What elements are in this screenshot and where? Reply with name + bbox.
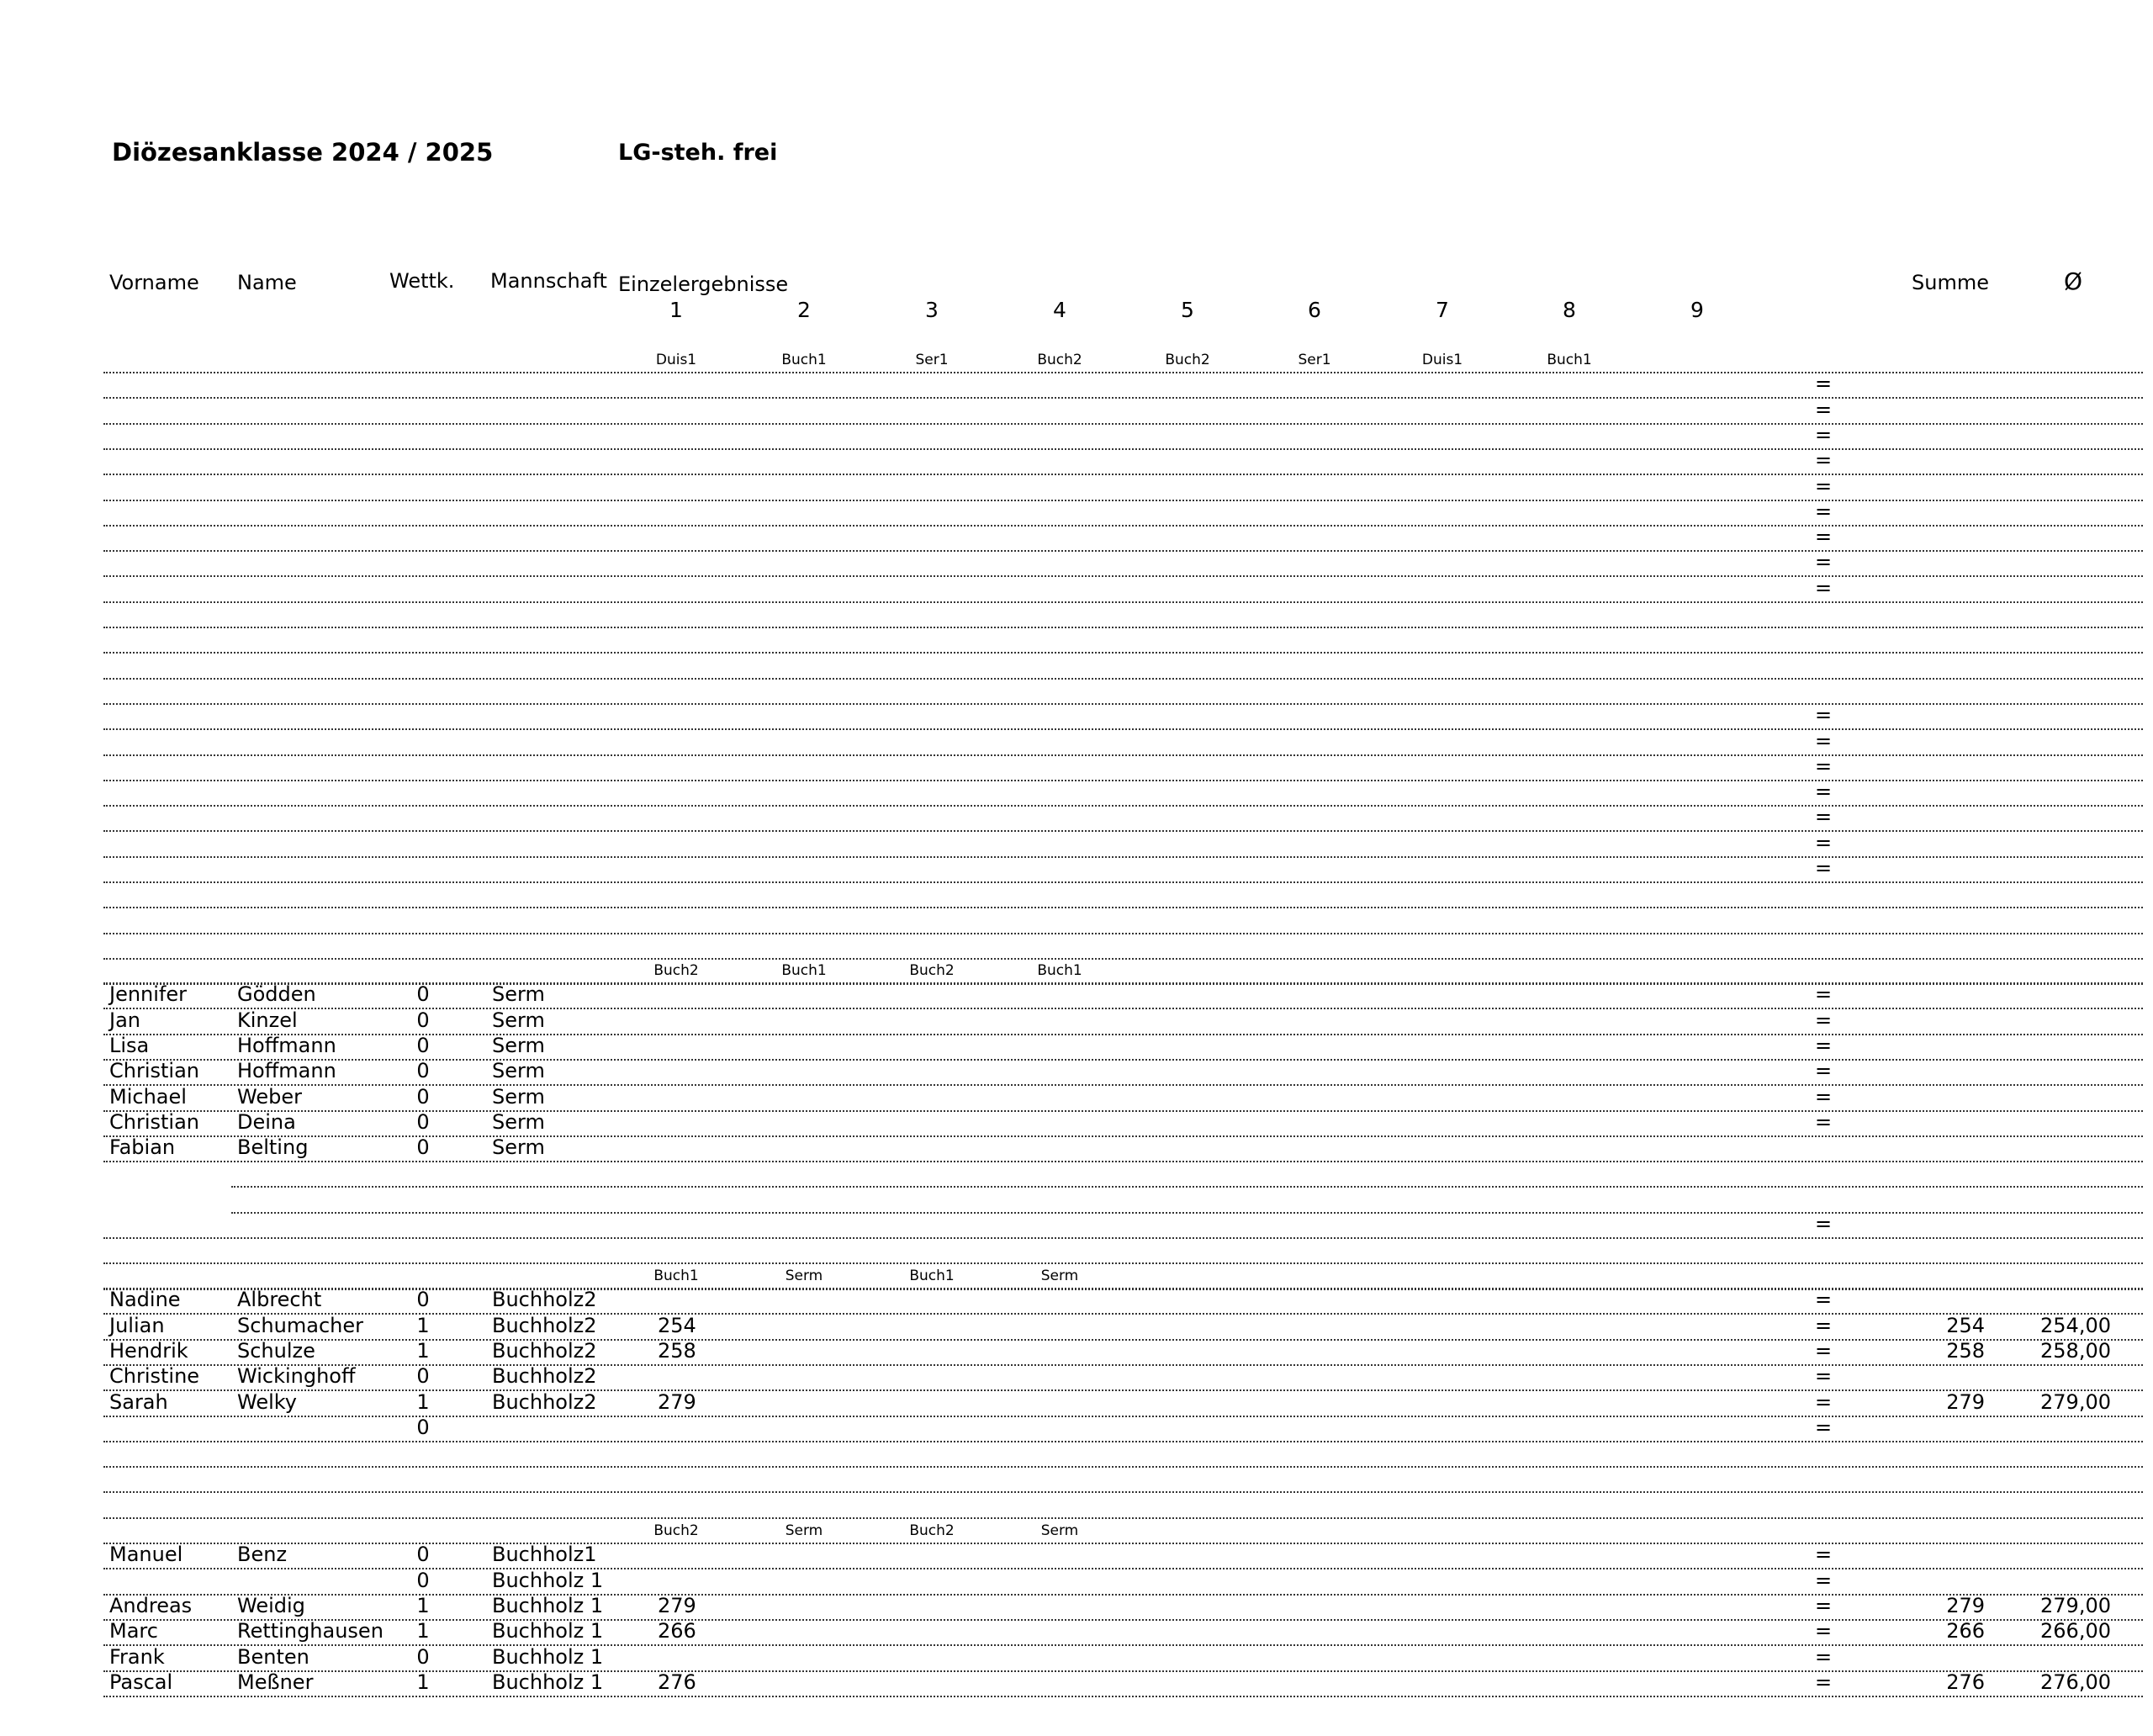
header-competitions: Wettk.: [389, 269, 455, 293]
row-divider: [103, 1619, 2143, 1621]
result-column-number: 9: [1690, 298, 1704, 322]
team-cell: Serm: [492, 982, 545, 1006]
row-divider: [103, 1262, 2143, 1264]
team-cell: Buchholz2: [492, 1390, 597, 1414]
result-column-number: 6: [1308, 298, 1321, 322]
last-name-cell: Gödden: [237, 982, 316, 1006]
row-divider: [103, 627, 2143, 628]
team-cell: Serm: [492, 1085, 545, 1109]
row-divider: [103, 500, 2143, 501]
row-divider: [103, 1491, 2143, 1493]
last-name-cell: Benten: [237, 1645, 309, 1669]
equals-marker: =: [1815, 423, 1833, 447]
equals-marker: =: [1815, 1008, 1833, 1032]
sum-cell: 266: [1946, 1619, 1985, 1643]
result-column-number: 4: [1053, 298, 1066, 322]
last-name-cell: Benz: [237, 1543, 288, 1566]
opponent-tag: Serm: [785, 1268, 823, 1284]
equals-marker: =: [1815, 831, 1833, 855]
opponent-tag: Duis1: [1421, 352, 1463, 368]
last-name-cell: Deina: [237, 1110, 296, 1134]
competitions-cell: 0: [416, 1034, 430, 1057]
team-cell: Serm: [492, 1034, 545, 1057]
header-average: Ø: [2064, 267, 2083, 295]
equals-marker: =: [1815, 1390, 1833, 1414]
competitions-cell: 0: [416, 1085, 430, 1109]
row-divider: [103, 1644, 2143, 1646]
team-cell: Buchholz 1: [492, 1569, 604, 1592]
team-cell: Buchholz2: [492, 1339, 597, 1363]
sum-cell: 279: [1946, 1390, 1985, 1414]
row-divider: [103, 575, 2143, 577]
team-cell: Serm: [492, 1135, 545, 1159]
equals-marker: =: [1815, 1339, 1833, 1363]
opponent-tag: Buch2: [909, 962, 955, 979]
row-divider: [103, 754, 2143, 756]
team-cell: Buchholz2: [492, 1314, 597, 1337]
competitions-cell: 0: [416, 1543, 430, 1566]
result-1-cell: 258: [658, 1339, 696, 1363]
equals-marker: =: [1815, 754, 1833, 778]
average-cell: 258,00: [2040, 1339, 2111, 1363]
row-divider: [103, 601, 2143, 603]
opponent-tag: Buch1: [653, 1268, 699, 1284]
opponent-tag: Buch2: [653, 1522, 699, 1539]
last-name-cell: Wickinghoff: [237, 1364, 356, 1388]
equals-marker: =: [1815, 780, 1833, 803]
competitions-cell: 1: [416, 1594, 430, 1617]
sum-cell: 258: [1946, 1339, 1985, 1363]
average-cell: 279,00: [2040, 1594, 2111, 1617]
first-name-cell: Christian: [109, 1059, 200, 1082]
competitions-cell: 0: [416, 1059, 430, 1082]
result-1-cell: 254: [658, 1314, 696, 1337]
opponent-tag: Buch2: [653, 962, 699, 979]
result-column-number: 8: [1563, 298, 1576, 322]
row-divider: [103, 830, 2143, 832]
first-name-cell: Michael: [109, 1085, 187, 1109]
row-divider: [103, 1389, 2143, 1391]
team-cell: Buchholz2: [492, 1288, 597, 1311]
row-divider: [103, 1313, 2143, 1315]
result-1-cell: 276: [658, 1670, 696, 1694]
equals-marker: =: [1815, 550, 1833, 574]
row-divider: [103, 1161, 2143, 1162]
equals-marker: =: [1815, 1059, 1833, 1082]
equals-marker: =: [1815, 1670, 1833, 1694]
last-name-cell: Welky: [237, 1390, 298, 1414]
opponent-tag: Serm: [785, 1522, 823, 1539]
opponent-tag: Buch1: [909, 1268, 955, 1284]
competitions-cell: 0: [416, 1364, 430, 1388]
equals-marker: =: [1815, 1212, 1833, 1236]
equals-marker: =: [1815, 805, 1833, 828]
row-divider: [103, 881, 2143, 883]
row-divider: [103, 1441, 2143, 1442]
row-divider: [103, 372, 2143, 373]
last-name-cell: Hoffmann: [237, 1034, 336, 1057]
first-name-cell: Christian: [109, 1110, 200, 1134]
equals-marker: =: [1815, 500, 1833, 523]
opponent-tag: Buch2: [909, 1522, 955, 1539]
competitions-cell: 0: [416, 1110, 430, 1134]
row-divider: [103, 1466, 2143, 1468]
opponent-tag: Ser1: [1298, 352, 1331, 368]
team-cell: Buchholz 1: [492, 1619, 604, 1643]
equals-marker: =: [1815, 1314, 1833, 1337]
row-divider: [103, 1364, 2143, 1366]
last-name-cell: Kinzel: [237, 1008, 298, 1032]
row-divider: [103, 1339, 2143, 1341]
row-divider: [103, 474, 2143, 475]
team-cell: Buchholz2: [492, 1364, 597, 1388]
first-name-cell: Christine: [109, 1364, 200, 1388]
average-cell: 279,00: [2040, 1390, 2111, 1414]
row-divider: [103, 907, 2143, 908]
opponent-tag: Buch1: [781, 352, 827, 368]
team-cell: Buchholz 1: [492, 1594, 604, 1617]
team-cell: Buchholz 1: [492, 1670, 604, 1694]
row-divider: [103, 728, 2143, 730]
average-cell: 254,00: [2040, 1314, 2111, 1337]
first-name-cell: Frank: [109, 1645, 165, 1669]
row-divider: [103, 1008, 2143, 1009]
row-divider: [103, 780, 2143, 781]
row-divider: [103, 652, 2143, 654]
opponent-tag: Ser1: [915, 352, 949, 368]
equals-marker: =: [1815, 525, 1833, 548]
opponent-tag: Buch1: [781, 962, 827, 979]
row-divider: [231, 1186, 2143, 1188]
header-sum: Summe: [1912, 271, 1989, 294]
row-divider: [103, 525, 2143, 527]
equals-marker: =: [1815, 474, 1833, 498]
header-last-name: Name: [237, 271, 297, 294]
equals-marker: =: [1815, 1619, 1833, 1643]
row-divider: [103, 448, 2143, 450]
row-divider: [103, 933, 2143, 934]
opponent-tag: Buch2: [1037, 352, 1082, 368]
opponent-tag: Serm: [1040, 1268, 1079, 1284]
opponent-tag: Duis1: [655, 352, 697, 368]
row-divider: [103, 1288, 2143, 1289]
row-divider: [103, 805, 2143, 807]
equals-marker: =: [1815, 1110, 1833, 1134]
equals-marker: =: [1815, 1569, 1833, 1592]
result-column-number: 7: [1436, 298, 1449, 322]
last-name-cell: Schumacher: [237, 1314, 363, 1337]
equals-marker: =: [1815, 1364, 1833, 1388]
equals-marker: =: [1815, 1416, 1833, 1439]
last-name-cell: Weidig: [237, 1594, 305, 1617]
last-name-cell: Belting: [237, 1135, 309, 1159]
average-cell: 276,00: [2040, 1670, 2111, 1694]
row-divider: [103, 1696, 2143, 1697]
row-divider: [103, 1517, 2143, 1519]
equals-marker: =: [1815, 1034, 1833, 1057]
first-name-cell: Manuel: [109, 1543, 183, 1566]
first-name-cell: Nadine: [109, 1288, 181, 1311]
equals-marker: =: [1815, 703, 1833, 727]
first-name-cell: Sarah: [109, 1390, 168, 1414]
result-column-number: 5: [1181, 298, 1194, 322]
row-divider: [231, 1212, 2143, 1214]
competitions-cell: 0: [416, 1416, 430, 1439]
row-divider: [103, 703, 2143, 705]
first-name-cell: Lisa: [109, 1034, 150, 1057]
equals-marker: =: [1815, 729, 1833, 753]
equals-marker: =: [1815, 372, 1833, 395]
first-name-cell: Marc: [109, 1619, 158, 1643]
row-divider: [103, 856, 2143, 858]
result-1-cell: 266: [658, 1619, 696, 1643]
row-divider: [103, 1594, 2143, 1596]
result-1-cell: 279: [658, 1390, 696, 1414]
competitions-cell: 0: [416, 982, 430, 1006]
last-name-cell: Hoffmann: [237, 1059, 336, 1082]
team-cell: Serm: [492, 1059, 545, 1082]
competitions-cell: 1: [416, 1619, 430, 1643]
row-divider: [103, 1059, 2143, 1061]
row-divider: [103, 678, 2143, 680]
row-divider: [103, 1543, 2143, 1544]
first-name-cell: Jan: [109, 1008, 140, 1032]
header-team: Mannschaft: [490, 269, 607, 293]
equals-marker: =: [1815, 1288, 1833, 1311]
equals-marker: =: [1815, 1085, 1833, 1109]
competitions-cell: 0: [416, 1135, 430, 1159]
last-name-cell: Weber: [237, 1085, 302, 1109]
header-results: Einzelergebnisse: [618, 273, 789, 296]
team-cell: Serm: [492, 1110, 545, 1134]
result-column-number: 3: [925, 298, 939, 322]
page-title: Diözesanklasse 2024 / 2025: [112, 138, 494, 167]
equals-marker: =: [1815, 576, 1833, 600]
equals-marker: =: [1815, 398, 1833, 421]
first-name-cell: Hendrik: [109, 1339, 188, 1363]
last-name-cell: Meßner: [237, 1670, 314, 1694]
sum-cell: 276: [1946, 1670, 1985, 1694]
opponent-tag: Serm: [1040, 1522, 1079, 1539]
row-divider: [103, 1237, 2143, 1239]
row-divider: [103, 1110, 2143, 1112]
first-name-cell: Pascal: [109, 1670, 173, 1694]
result-column-number: 2: [797, 298, 811, 322]
row-divider: [103, 1084, 2143, 1086]
result-column-number: 1: [669, 298, 683, 322]
opponent-tag: Buch1: [1547, 352, 1592, 368]
equals-marker: =: [1815, 1543, 1833, 1566]
row-divider: [103, 423, 2143, 425]
sum-cell: 254: [1946, 1314, 1985, 1337]
row-divider: [103, 1416, 2143, 1417]
last-name-cell: Schulze: [237, 1339, 315, 1363]
competitions-cell: 0: [416, 1008, 430, 1032]
row-divider: [103, 1034, 2143, 1035]
competitions-cell: 1: [416, 1390, 430, 1414]
sum-cell: 279: [1946, 1594, 1985, 1617]
equals-marker: =: [1815, 856, 1833, 880]
competitions-cell: 1: [416, 1670, 430, 1694]
row-divider: [103, 982, 2143, 984]
row-divider: [103, 1670, 2143, 1672]
competitions-cell: 0: [416, 1645, 430, 1669]
opponent-tag: Buch2: [1165, 352, 1210, 368]
team-cell: Serm: [492, 1008, 545, 1032]
last-name-cell: Rettinghausen: [237, 1619, 384, 1643]
header-first-name: Vorname: [109, 271, 199, 294]
row-divider: [103, 397, 2143, 399]
first-name-cell: Andreas: [109, 1594, 193, 1617]
competitions-cell: 0: [416, 1288, 430, 1311]
result-1-cell: 279: [658, 1594, 696, 1617]
row-divider: [103, 550, 2143, 552]
opponent-tag: Buch1: [1037, 962, 1082, 979]
competitions-cell: 1: [416, 1339, 430, 1363]
average-cell: 266,00: [2040, 1619, 2111, 1643]
discipline-label: LG-steh. frei: [618, 140, 778, 166]
equals-marker: =: [1815, 1594, 1833, 1617]
competitions-cell: 0: [416, 1569, 430, 1592]
competitions-cell: 1: [416, 1314, 430, 1337]
team-cell: Buchholz1: [492, 1543, 597, 1566]
row-divider: [103, 958, 2143, 960]
team-cell: Buchholz 1: [492, 1645, 604, 1669]
first-name-cell: Jennifer: [109, 982, 188, 1006]
equals-marker: =: [1815, 982, 1833, 1006]
first-name-cell: Julian: [109, 1314, 165, 1337]
last-name-cell: Albrecht: [237, 1288, 322, 1311]
first-name-cell: Fabian: [109, 1135, 176, 1159]
equals-marker: =: [1815, 1645, 1833, 1669]
equals-marker: =: [1815, 448, 1833, 472]
row-divider: [103, 1568, 2143, 1569]
row-divider: [103, 1135, 2143, 1137]
